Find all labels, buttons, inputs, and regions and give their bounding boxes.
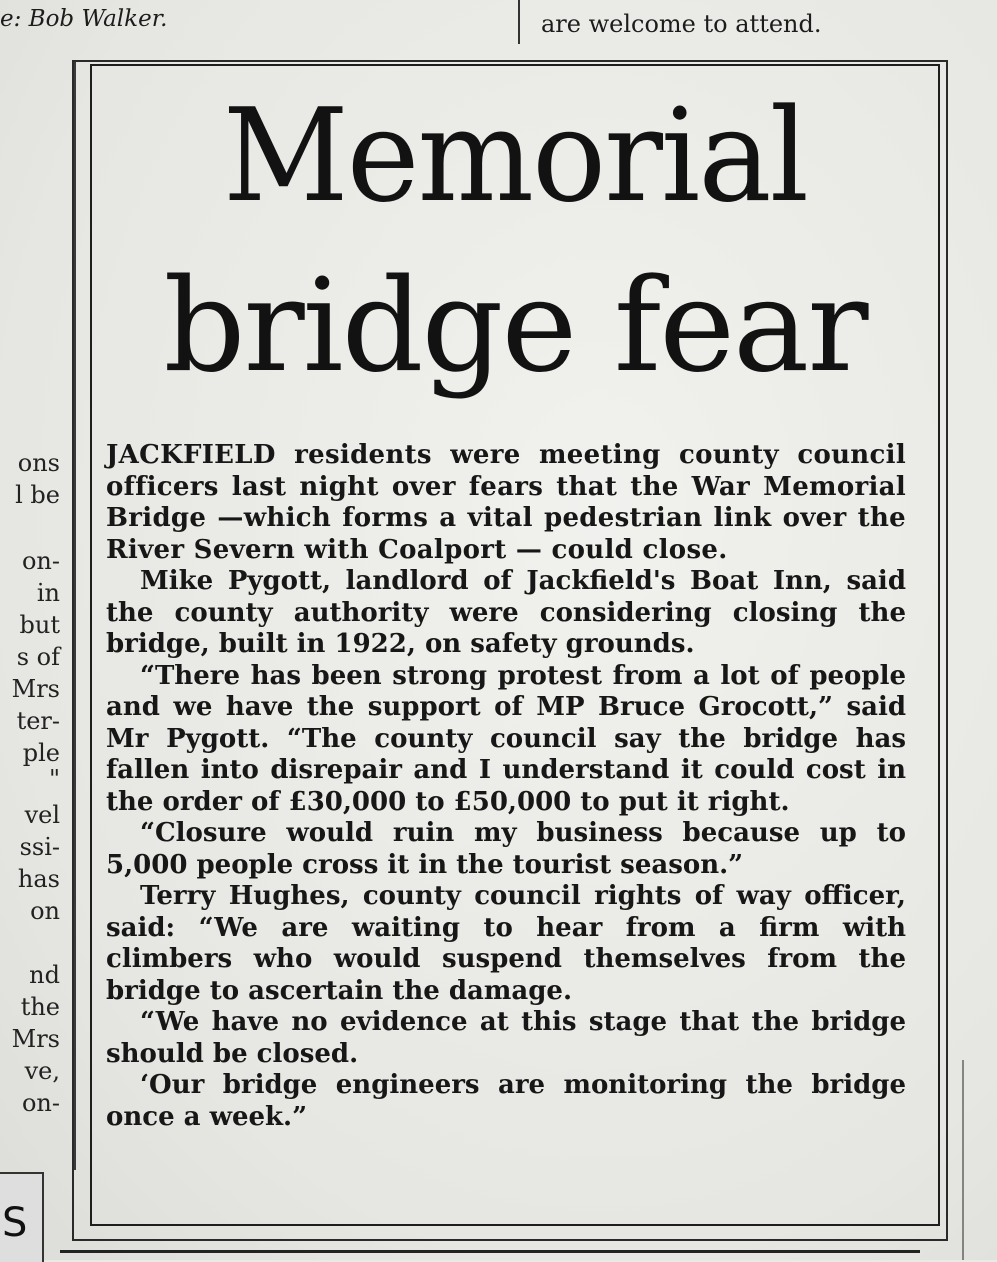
headline-line-2: bridge fear xyxy=(163,252,867,401)
article-paragraph: Mike Pygott, landlord of Jackfield's Boat Inn, said the county authority were considering closing the bridge, built in 1922, on safety grounds. xyxy=(106,566,906,659)
right-margin-rule xyxy=(962,1060,964,1260)
article-body xyxy=(106,440,906,1133)
page-bottom-rule xyxy=(60,1250,920,1253)
text-fragment: ons xyxy=(17,449,60,477)
notice-text: are welcome to attend. xyxy=(541,10,822,38)
box-letter: S xyxy=(2,1200,28,1246)
text-fragment: the xyxy=(20,993,60,1021)
text-fragment: ter- xyxy=(16,707,60,735)
text-fragment: l be xyxy=(15,481,60,509)
column-divider xyxy=(518,0,520,44)
article-paragraph: Terry Hughes, county council rights of way officer, said: “We are waiting to hear from a firm with climbers who would suspend themselves from the bridge to ascertain the damage. xyxy=(106,881,906,1006)
text-fragment: ple xyxy=(22,739,60,767)
left-column-box xyxy=(0,1172,44,1262)
article-paragraph: JACKFIELD residents were meeting county council officers last night over fears that the War Memorial Bridge —which forms a vital pedestrian link over the River Severn with Coalport — could close. xyxy=(106,440,906,565)
article-paragraph: “We have no evidence at this stage that the bridge should be closed. xyxy=(106,1007,906,1069)
text-fragment: Mrs xyxy=(11,1025,60,1053)
text-fragment: has xyxy=(17,865,60,893)
text-fragment: " xyxy=(48,765,60,793)
text-fragment: s of xyxy=(16,643,60,671)
text-fragment: Mrs xyxy=(11,675,60,703)
article-paragraph: ‘Our bridge engineers are monitoring the bridge once a week.” xyxy=(106,1070,906,1132)
text-fragment: ve, xyxy=(24,1057,60,1085)
headline-line-1: Memorial xyxy=(222,82,808,231)
text-fragment: on- xyxy=(21,1089,60,1117)
text-fragment: on xyxy=(30,897,60,925)
text-fragment: nd xyxy=(29,961,60,989)
article-headline xyxy=(90,72,940,412)
text-fragment: on- xyxy=(21,547,60,575)
text-fragment: in xyxy=(36,579,60,607)
photo-credit: e: Bob Walker. xyxy=(0,6,168,32)
text-fragment: but xyxy=(19,611,60,639)
article-paragraph: “There has been strong protest from a lot of people and we have the support of MP Bruce Grocott,” said Mr Pygott. “The county council say the bridge has fallen into disrepair and I understand it could cost in the order of £30,000 to £50,000 to put it right. xyxy=(106,660,906,817)
text-fragment: ssi- xyxy=(19,833,60,861)
article-paragraph: “Closure would ruin my business because up to 5,000 people cross it in the tourist season.” xyxy=(106,818,906,880)
text-fragment: vel xyxy=(24,801,60,829)
